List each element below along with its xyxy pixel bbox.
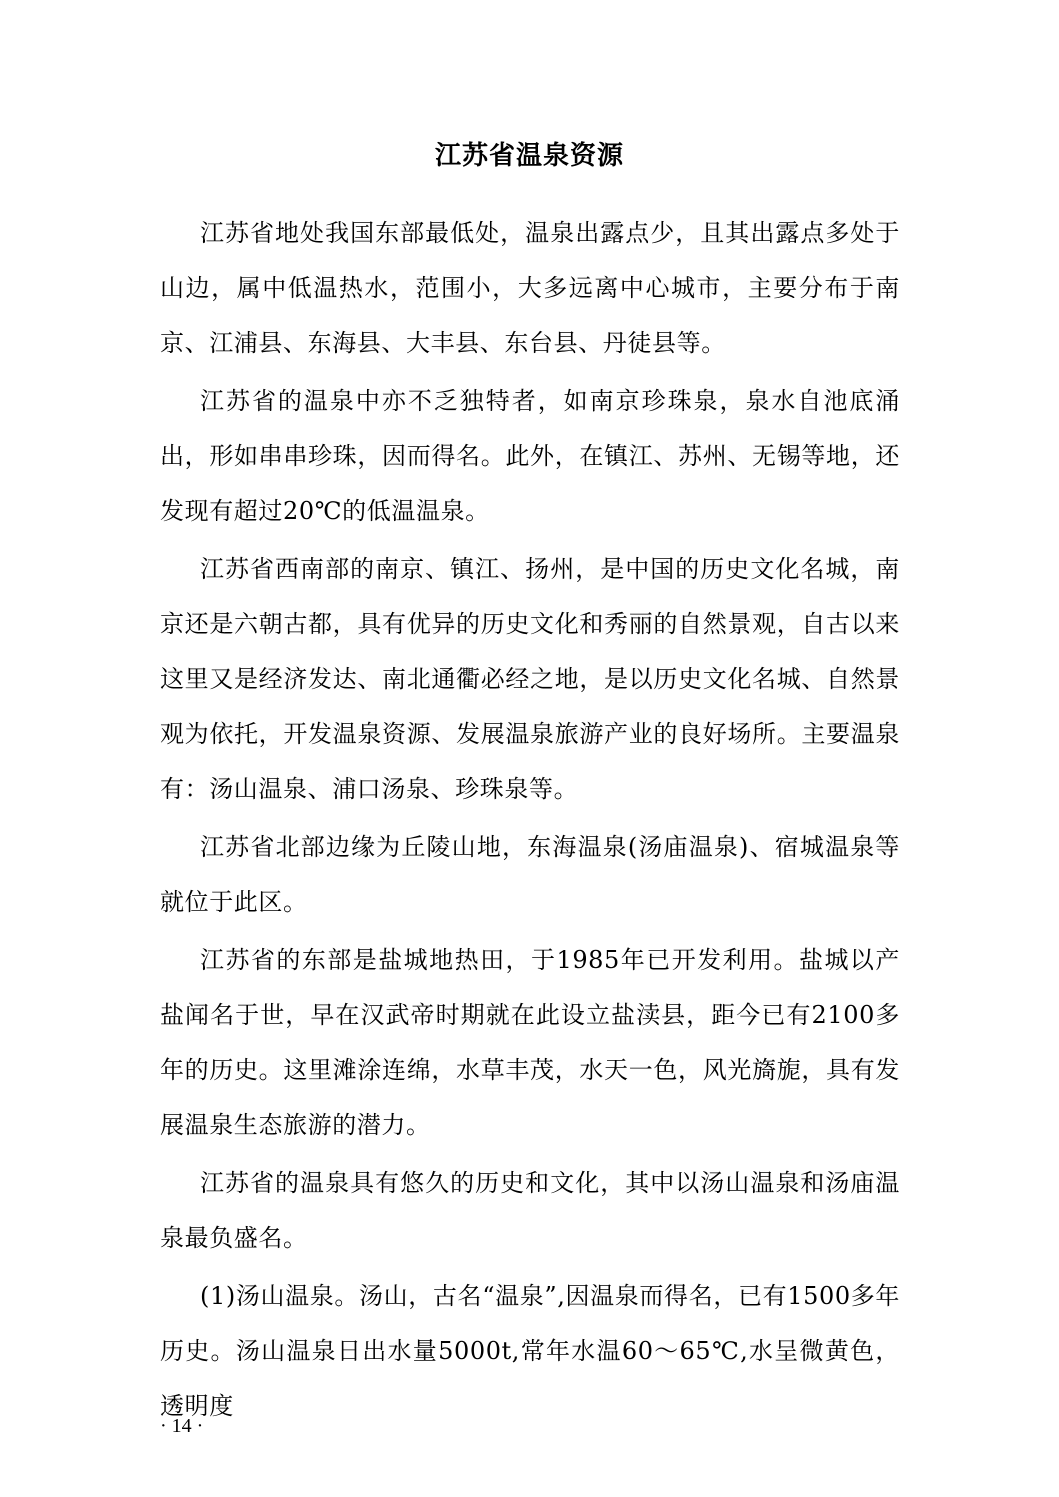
paragraph-pearl-spring: 江苏省的温泉中亦不乏独特者，如南京珍珠泉，泉水自池底涌出，形如串串珍珠，因而得名。此外，在镇江、苏州、无锡等地，还发现有超过20℃的低温温泉。 (160, 387, 900, 525)
page-title: 江苏省温泉资源 (434, 141, 624, 171)
paragraph-distribution: 江苏省地处我国东部最低处，温泉出露点少，且其出露点多处于山边，属中低温热水，范围小，大多远离中心城市，主要分布于南京、江浦县、东海县、大丰县、东台县、丹徒县等。 (160, 219, 900, 357)
page-number: · 14 · (160, 1415, 204, 1437)
paragraph-history: 江苏省的温泉具有悠久的历史和文化，其中以汤山温泉和汤庙温泉最负盛名。 (160, 1169, 900, 1252)
paragraph-east-yancheng: 江苏省的东部是盐城地热田，于1985年已开发利用。盐城以产盐闻名于世，早在汉武帝时期就在此设立盐渎县，距今已有2100多年的历史。这里滩涂连绵，水草丰茂，水天一色，风光旖旎，具有发展温泉生态旅游的潜力。 (160, 946, 900, 1139)
paragraph-tangshan: (1)汤山温泉。汤山，古名“温泉”,因温泉而得名，已有1500多年历史。汤山温泉日出水量5000t,常年水温60～65℃,水呈微黄色，透明度 (160, 1282, 900, 1420)
paragraph-southwest: 江苏省西南部的南京、镇江、扬州，是中国的历史文化名城，南京还是六朝古都，具有优异的历史文化和秀丽的自然景观，自古以来这里又是经济发达、南北通衢必经之地，是以历史文化名城、自然景观为依托，开发温泉资源、发展温泉旅游产业的良好场所。主要温泉有：汤山温泉、浦口汤泉、珍珠泉等。 (160, 555, 900, 803)
document-body (160, 206, 900, 1437)
paragraph-north: 江苏省北部边缘为丘陵山地，东海温泉(汤庙温泉)、宿城温泉等就位于此区。 (160, 833, 900, 916)
